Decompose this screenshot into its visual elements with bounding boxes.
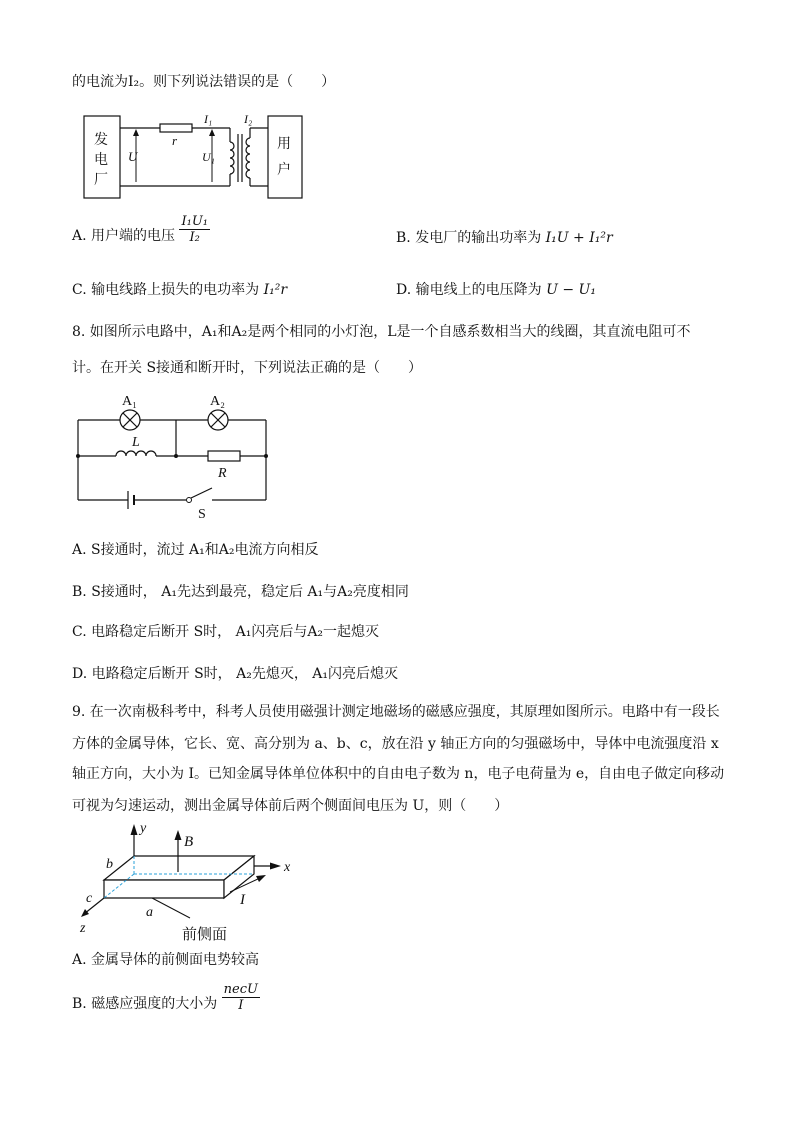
u-label: U [128, 149, 138, 164]
resistor-label: r [172, 133, 178, 148]
x-axis-label: x [284, 860, 291, 875]
plant-char-3: 厂 [94, 173, 108, 188]
q7-option-b[interactable] [396, 228, 613, 248]
q8-stem-line-2: 计。在开关 S接通和断开时，下列说法正确的是（ ） [72, 360, 423, 376]
lamp-a1 [120, 410, 140, 430]
user-char-1: 用 [277, 137, 291, 152]
q7-option-a[interactable] [72, 213, 210, 246]
q7-option-a-text: A. 用户端的电压 [72, 228, 176, 244]
u1-label: U₁ [202, 150, 215, 164]
current-label: I [240, 892, 245, 908]
q9-option-b[interactable] [72, 981, 260, 1014]
inductor-l [116, 451, 156, 456]
q7-option-d-text: D. 输电线上的电压降为 [396, 282, 542, 298]
q7-option-d[interactable] [396, 280, 596, 300]
i1-label: I₁ [204, 112, 213, 126]
q9-option-b-fraction: $\frac{\text{necU}}{I}$ [223, 981, 258, 1013]
q9-option-b-text: B. 磁感应强度的大小为 [72, 996, 218, 1012]
q8-option-a[interactable]: A. S接通时，流过 A₁和A₂电流方向相反 [72, 542, 319, 558]
q8-option-b[interactable]: B. S接通时， A₁先达到最亮，稳定后 A₁与A₂亮度相同 [72, 584, 409, 600]
q7-option-d-expr: U − U₁ [546, 282, 596, 298]
front-side-label: 前侧面 [182, 927, 228, 943]
b-field-label: B [184, 834, 194, 850]
q9-stem-line-1: 9. 在一次南极科考中，科考人员使用磁强计测定地磁场的磁感应强度，其原理如图所示。电路中有一段长 [72, 704, 720, 720]
dim-b-label: b [106, 857, 113, 872]
resistor-r [208, 451, 240, 461]
q7-option-c[interactable] [72, 280, 287, 300]
q9-stem-line-4: 可视为匀速运动，测出金属导体前后两个侧面间电压为 U，则（ ） [72, 798, 509, 814]
lamp-a2 [208, 410, 228, 430]
q8-option-c[interactable]: C. 电路稳定后断开 S时， A₁闪亮后与A₂一起熄灭 [72, 624, 380, 640]
q9-option-a[interactable]: A. 金属导体的前侧面电势较高 [72, 952, 260, 968]
q9-conductor-diagram [72, 818, 312, 943]
dim-c-label: c [86, 891, 93, 906]
q9-stem-line-3: 轴正方向，大小为 I。已知金属导体单位体积中的自由电子数为 n，电子电荷量为 e，自由电子做定向移动 [72, 766, 725, 782]
user-box [268, 116, 302, 198]
q8-option-d[interactable]: D. 电路稳定后断开 S时， A₂先熄灭， A₁闪亮后熄灭 [72, 666, 399, 682]
q7-option-b-text: B. 发电厂的输出功率为 [396, 230, 542, 246]
dim-a-label: a [146, 905, 153, 920]
plant-char-2: 电 [94, 153, 108, 168]
plant-char-1: 发 [94, 133, 108, 148]
user-char-2: 户 [277, 163, 291, 178]
a1-label: A₁ [122, 394, 137, 409]
r-label: R [218, 466, 227, 481]
q9-stem-line-2: 方体的金属导体，它长、宽、高分别为 a、b、c，放在沿 y 轴正方向的匀强磁场中，导体中电流强度沿 x [72, 736, 719, 752]
i2-label: I₂ [244, 112, 253, 126]
conductor-front-face [104, 880, 224, 898]
switch-s [191, 488, 212, 498]
s-label: S [198, 507, 206, 520]
y-axis-label: y [140, 821, 147, 836]
q7-option-c-expr: I₁²r [263, 282, 288, 298]
q7-option-a-fraction: $\frac{\text{I₁U₁}}{\text{I₂}}$ [181, 213, 208, 245]
q8-stem-line-1: 8. 如图所示电路中，A₁和A₂是两个相同的小灯泡，L是一个自感系数相当大的线圈，其直流电阻可不 [72, 324, 691, 340]
a2-label: A₂ [210, 394, 225, 409]
z-axis-label: z [80, 921, 86, 936]
q8-circuit-diagram [72, 390, 282, 520]
q7-option-c-text: C. 输电线路上损失的电功率为 [72, 282, 260, 298]
resistor-r [160, 124, 192, 132]
q7-option-b-expr: I₁U + I₁²r [545, 230, 613, 246]
q7-stem-tail: 的电流为I₂。则下列说法错误的是（ ） [72, 74, 336, 90]
l-label: L [132, 435, 140, 450]
q7-transmission-diagram [72, 108, 312, 208]
